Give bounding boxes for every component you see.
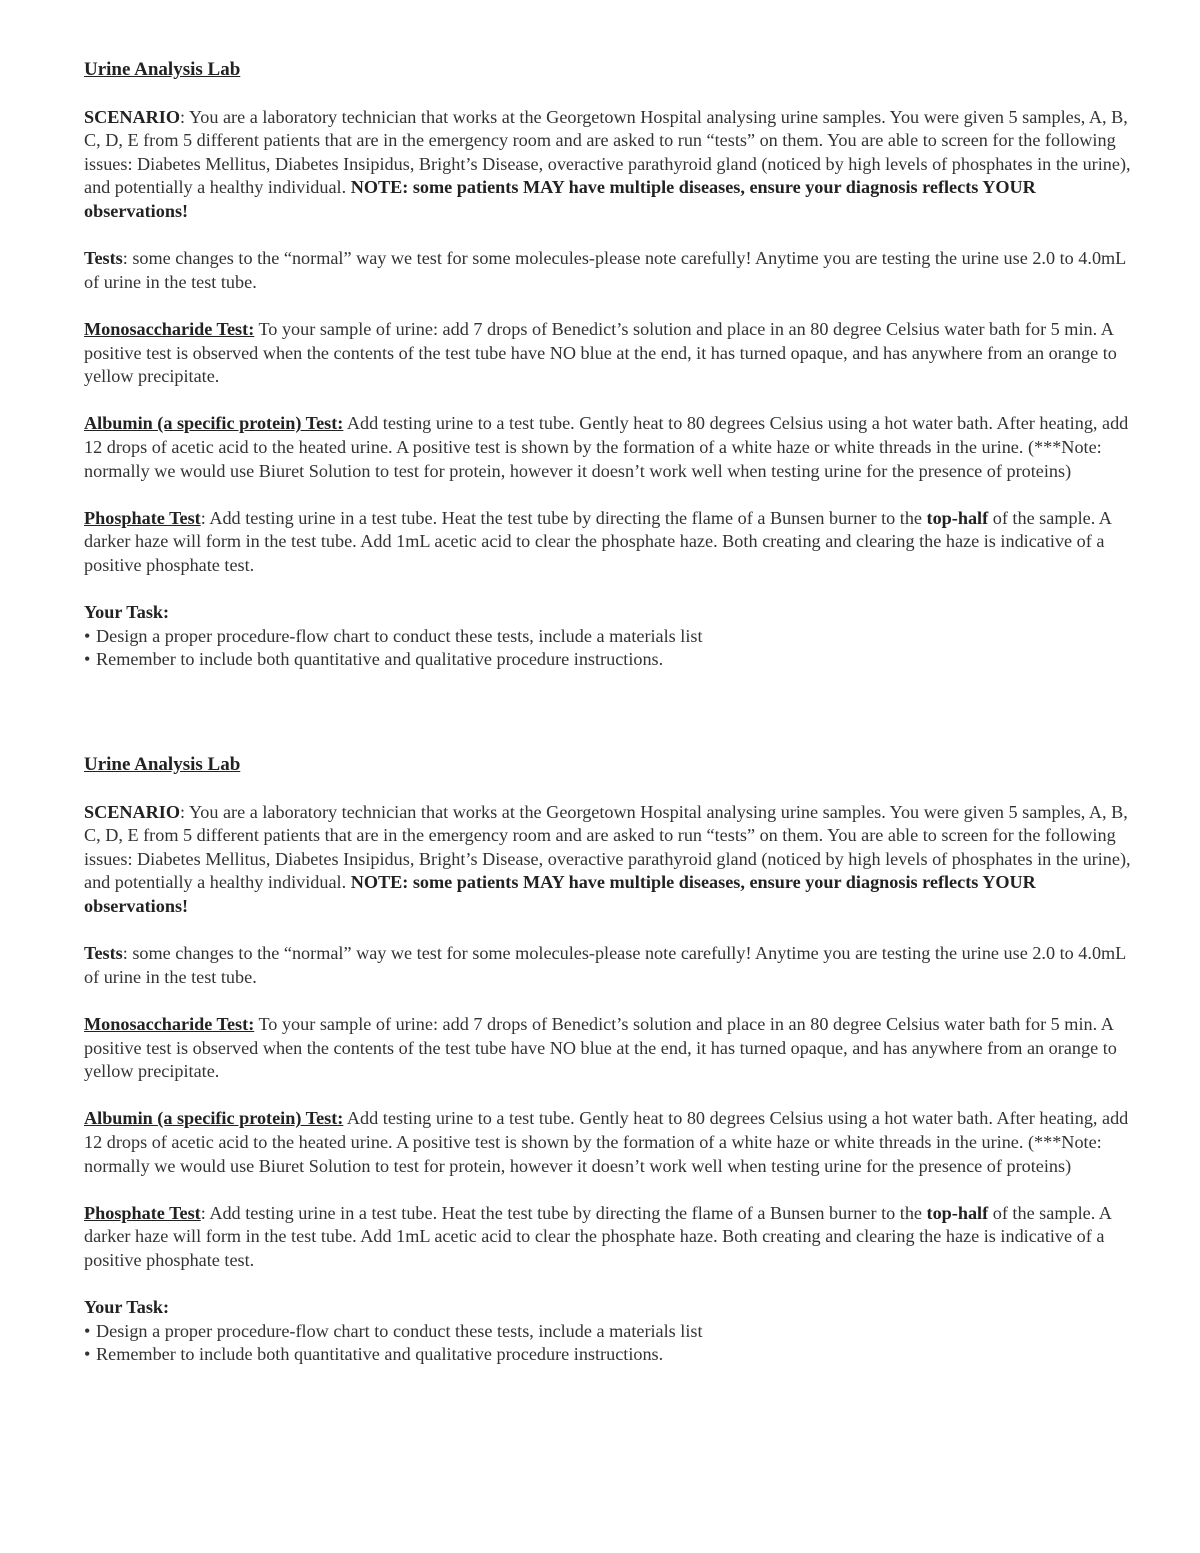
document-title: Urine Analysis Lab: [84, 59, 241, 80]
phosphate-text-b: of the sample. A darker haze will form in the test tube. Add 1mL acetic acid to clear the phosphate haze. Both creating and clearing the haze is indicative of a positive phosphate test.: [84, 1202, 1111, 1270]
tests-label: Tests: [84, 248, 123, 269]
albumin-label: Albumin (a specific protein) Test:: [84, 413, 344, 434]
scenario-paragraph: [84, 106, 1134, 224]
task-heading: Your Task:: [84, 1297, 170, 1318]
tests-text: : some changes to the “normal” way we test for some molecules-please note carefully! Anytime you are testing the urine use 2.0 to 4.0mL of urine in the test tube.: [84, 943, 1126, 987]
albumin-label: Albumin (a specific protein) Test:: [84, 1108, 344, 1129]
monosaccharide-label: Monosaccharide Test:: [84, 318, 255, 339]
task-list: [84, 1320, 1134, 1367]
scenario-label: SCENARIO: [84, 106, 181, 127]
albumin-text: Add testing urine to a test tube. Gently heat to 80 degrees Celsius using a hot water bath. After heating, add 12 drops of acetic acid to the heated urine. A positive test is shown by the formation of a white haze or white threads in the urine. (***Note: normally we would use Biuret Solution to test for protein, however it doesn’t work well when testing urine for the presence of proteins): [84, 1108, 1129, 1176]
tests-paragraph: [84, 247, 1134, 294]
phosphate-bold-text: top-half: [926, 507, 989, 528]
phosphate-paragraph: [84, 1202, 1134, 1273]
phosphate-text-a: : Add testing urine in a test tube. Heat the test tube by directing the flame of a Bunsen burner to the: [200, 507, 927, 528]
monosaccharide-paragraph: [84, 318, 1134, 389]
list-item: • Design a proper procedure-flow chart to conduct these tests, include a materials list: [84, 1320, 1134, 1344]
phosphate-text-a: : Add testing urine in a test tube. Heat the test tube by directing the flame of a Bunsen burner to the: [200, 1202, 927, 1223]
monosaccharide-paragraph: [84, 1013, 1134, 1084]
monosaccharide-text: To your sample of urine: add 7 drops of Benedict’s solution and place in an 80 degree Celsius water bath for 5 min. A positive test is observed when the contents of the test tube have NO blue at the end, it has turned opaque, and has anywhere from an orange to yellow precipitate.: [84, 1013, 1117, 1082]
task-list: [84, 625, 1134, 672]
tests-text: : some changes to the “normal” way we test for some molecules-please note carefully! Anytime you are testing the urine use 2.0 to 4.0mL of urine in the test tube.: [84, 248, 1126, 292]
scenario-text: : You are a laboratory technician that works at the Georgetown Hospital analysing urine samples. You were given 5 samples, A, B, C, D, E from 5 different patients that are in the emergency room and are asked to run “tests” on them. You are able to screen for the following issues: Diabetes Mellitus, Diabetes Insipidus, Bright’s Disease, overactive parathyroid gland (noticed by high levels of phosphates in the urine), and potentially a healthy individual.: [84, 801, 1131, 893]
list-item: • Remember to include both quantitative and qualitative procedure instructions.: [84, 1343, 1134, 1367]
phosphate-text-b: of the sample. A darker haze will form in the test tube. Add 1mL acetic acid to clear the phosphate haze. Both creating and clearing the haze is indicative of a positive phosphate test.: [84, 507, 1111, 575]
list-item: • Remember to include both quantitative and qualitative procedure instructions.: [84, 648, 1134, 672]
albumin-paragraph: [84, 1107, 1134, 1178]
phosphate-label: Phosphate Test: [84, 1202, 201, 1223]
monosaccharide-text: To your sample of urine: add 7 drops of Benedict’s solution and place in an 80 degree Celsius water bath for 5 min. A positive test is observed when the contents of the test tube have NO blue at the end, it has turned opaque, and has anywhere from an orange to yellow precipitate.: [84, 318, 1117, 387]
monosaccharide-label: Monosaccharide Test:: [84, 1013, 255, 1034]
list-item: • Design a proper procedure-flow chart to conduct these tests, include a materials list: [84, 625, 1134, 649]
phosphate-label: Phosphate Test: [84, 507, 201, 528]
tests-label: Tests: [84, 943, 123, 964]
tests-paragraph: [84, 942, 1134, 989]
lab-handout-block: [84, 753, 1134, 1367]
scenario-paragraph: [84, 801, 1134, 919]
scenario-note: NOTE: some patients MAY have multiple diseases, ensure your diagnosis reflects YOUR observations!: [84, 177, 1036, 221]
albumin-text: Add testing urine to a test tube. Gently heat to 80 degrees Celsius using a hot water bath. After heating, add 12 drops of acetic acid to the heated urine. A positive test is shown by the formation of a white haze or white threads in the urine. (***Note: normally we would use Biuret Solution to test for protein, however it doesn’t work well when testing urine for the presence of proteins): [84, 413, 1129, 481]
phosphate-bold-text: top-half: [926, 1202, 989, 1223]
scenario-text: : You are a laboratory technician that works at the Georgetown Hospital analysing urine samples. You were given 5 samples, A, B, C, D, E from 5 different patients that are in the emergency room and are asked to run “tests” on them. You are able to screen for the following issues: Diabetes Mellitus, Diabetes Insipidus, Bright’s Disease, overactive parathyroid gland (noticed by high levels of phosphates in the urine), and potentially a healthy individual.: [84, 106, 1131, 198]
scenario-label: SCENARIO: [84, 801, 181, 822]
lab-handout-block: [84, 58, 1134, 672]
scenario-note: NOTE: some patients MAY have multiple diseases, ensure your diagnosis reflects YOUR observations!: [84, 872, 1036, 916]
task-heading: Your Task:: [84, 602, 170, 623]
albumin-paragraph: [84, 412, 1134, 483]
document-title: Urine Analysis Lab: [84, 754, 241, 775]
phosphate-paragraph: [84, 507, 1134, 578]
